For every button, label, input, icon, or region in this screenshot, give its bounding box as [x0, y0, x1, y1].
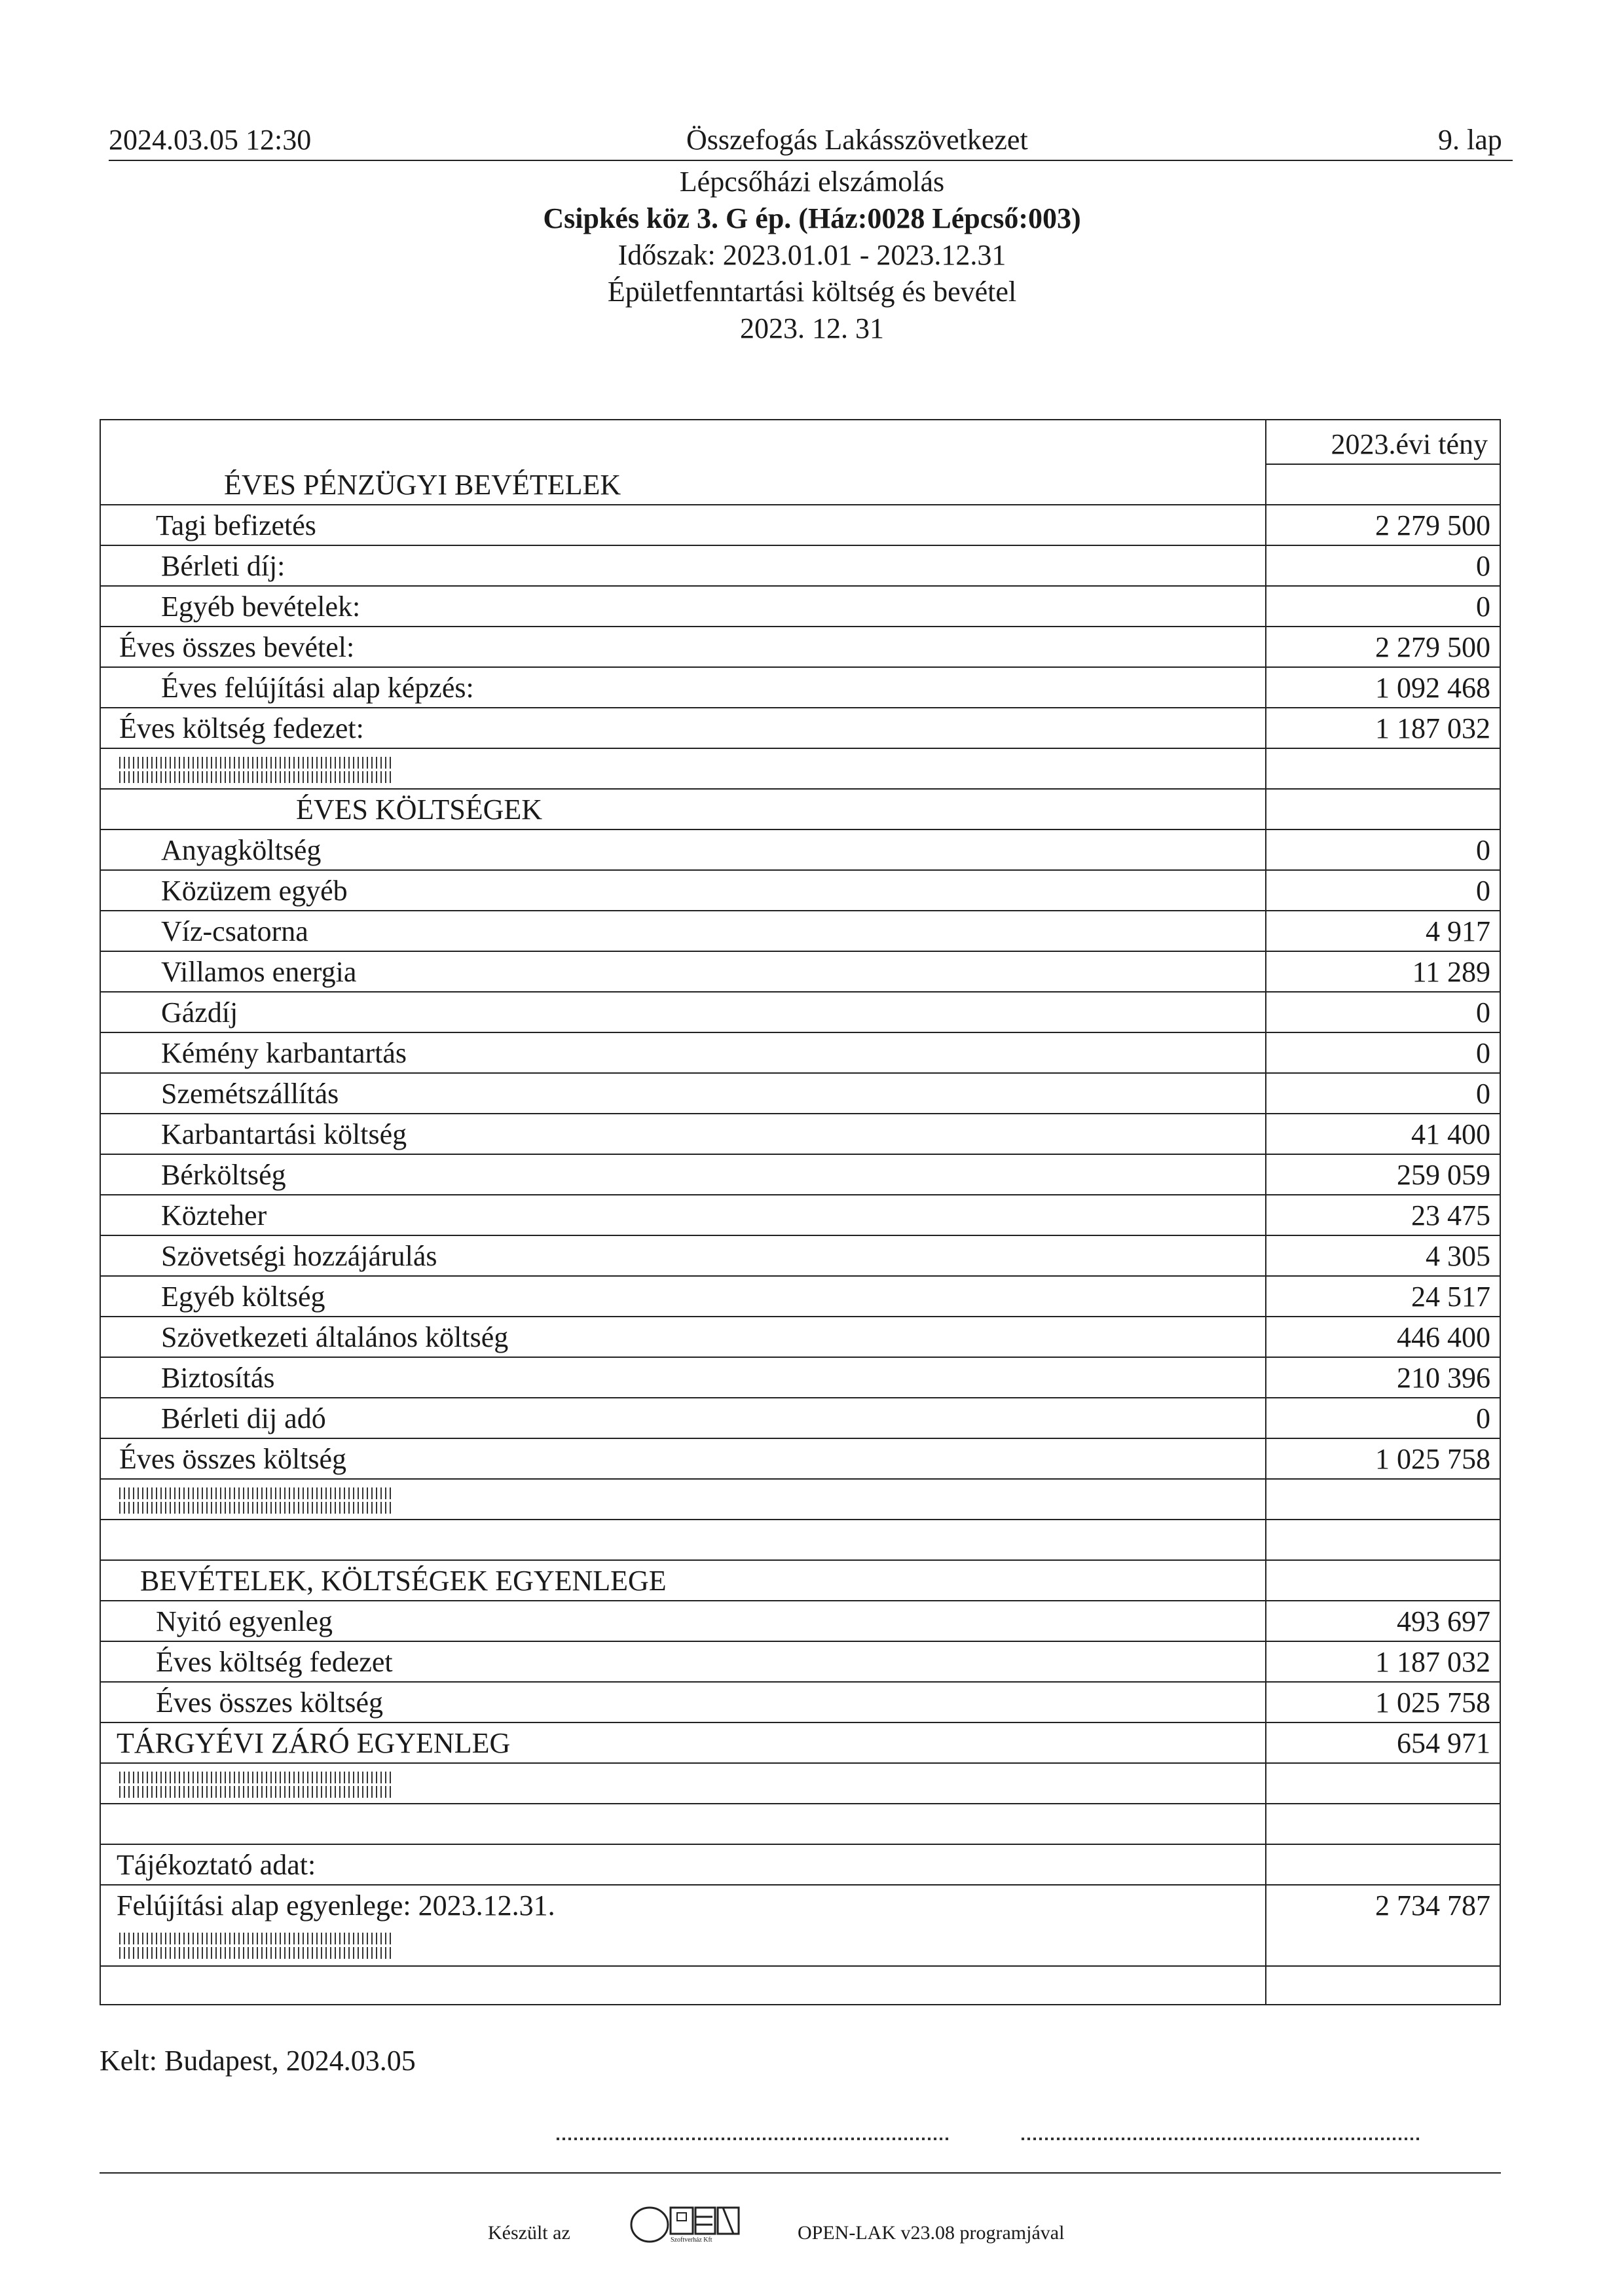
table-row [100, 830, 1501, 871]
row-value: 210 396 [1397, 1362, 1490, 1394]
table-row [100, 546, 1501, 587]
program-name: OPEN-LAK v23.08 programjával [798, 2222, 1065, 2244]
organization-name: Összefogás Lakásszövetkezet [686, 124, 1028, 156]
table-row [100, 1074, 1501, 1114]
separator-ticks [119, 1487, 394, 1514]
row-value: 654 971 [1397, 1727, 1490, 1759]
row-value: 41 400 [1411, 1118, 1490, 1150]
balance-heading: BEVÉTELEK, KÖLTSÉGEK EGYENLEGE [140, 1565, 667, 1597]
empty-row [100, 1804, 1501, 1845]
row-value: 0 [1476, 550, 1490, 582]
separator-row [100, 1480, 1501, 1520]
closing-balance-row [100, 1723, 1501, 1764]
row-label: Éves költség fedezet [156, 1646, 393, 1678]
row-label: Közteher [161, 1199, 267, 1231]
table-row [100, 1683, 1501, 1723]
row-label: Szövetkezeti általános költség [161, 1321, 509, 1353]
made-with-label: Készült az [488, 2222, 570, 2244]
row-label: Közüzem egyéb [161, 875, 348, 907]
table-row [100, 1601, 1501, 1642]
table-row [100, 871, 1501, 911]
row-label: TÁRGYÉVI ZÁRÓ EGYENLEG [117, 1727, 511, 1759]
row-label: Bérköltség [161, 1159, 286, 1191]
open-logo-subtext: Szoftverház Kft [671, 2236, 712, 2244]
row-label: Bérleti dij adó [161, 1402, 326, 1434]
row-label: Éves összes bevétel: [119, 631, 355, 663]
table-row [100, 1155, 1501, 1195]
row-value: 4 305 [1426, 1240, 1490, 1272]
table-row [100, 911, 1501, 952]
row-label: Anyagköltség [161, 834, 322, 866]
table-row [100, 1195, 1501, 1236]
open-logo [627, 2204, 743, 2250]
row-value: 11 289 [1412, 956, 1490, 988]
row-value: 1 187 032 [1375, 1646, 1490, 1678]
row-value: 1 092 468 [1375, 672, 1490, 704]
row-label: Egyéb bevételek: [161, 591, 361, 623]
row-label: Biztosítás [161, 1362, 275, 1394]
row-rule [100, 1965, 1501, 1967]
table-row [100, 1033, 1501, 1074]
table-row [100, 1358, 1501, 1398]
table-row [100, 1114, 1501, 1155]
row-label: Szövetségi hozzájárulás [161, 1240, 437, 1272]
balance-heading-row [100, 1561, 1501, 1601]
separator-row [100, 1926, 1501, 1967]
table-row [100, 587, 1501, 627]
row-value: 0 [1476, 1037, 1490, 1069]
row-value: 1 025 758 [1375, 1443, 1490, 1475]
footer-rule [100, 2172, 1501, 2174]
row-label: Kémény karbantartás [161, 1037, 407, 1069]
row-label: Víz-csatorna [161, 915, 308, 947]
empty-row [100, 1520, 1501, 1561]
info-heading: Tájékoztató adat: [117, 1849, 316, 1881]
print-datetime: 2024.03.05 12:30 [109, 124, 312, 156]
table-bottom-border [100, 2004, 1501, 2005]
row-value: 0 [1476, 875, 1490, 907]
column-header-row [100, 419, 1501, 465]
row-value: 23 475 [1411, 1199, 1490, 1231]
costs-heading: ÉVES KÖLTSÉGEK [296, 793, 543, 826]
header-rule [109, 160, 1513, 161]
row-label: Villamos energia [161, 956, 357, 988]
row-label: Éves összes költség [119, 1443, 347, 1475]
row-value: 4 917 [1426, 915, 1490, 947]
info-heading-row [100, 1845, 1501, 1886]
row-value: 1 187 032 [1375, 712, 1490, 744]
row-value: 2 279 500 [1375, 631, 1490, 663]
title-address: Csipkés köz 3. G ép. (Ház:0028 Lépcső:003) [543, 202, 1081, 234]
costs-total-row [100, 1439, 1501, 1480]
column-header: 2023.évi tény [1331, 428, 1488, 460]
page-number: 9. lap [1438, 124, 1502, 156]
title-subject: Épületfenntartási költség és bevétel [607, 276, 1017, 308]
table-row [100, 1277, 1501, 1317]
row-label: Gázdíj [161, 996, 238, 1029]
title-settlement: Lépcsőházi elszámolás [679, 166, 945, 198]
place-and-date: Kelt: Budapest, 2024.03.05 [100, 2045, 416, 2077]
row-value: 0 [1476, 834, 1490, 866]
table-row [100, 1236, 1501, 1277]
table-row [100, 1642, 1501, 1683]
row-label: Bérleti díj: [161, 550, 286, 582]
title-date: 2023. 12. 31 [740, 312, 884, 344]
row-label: Éves költség fedezet: [119, 712, 364, 744]
row-value: 0 [1476, 996, 1490, 1029]
title-period: Időszak: 2023.01.01 - 2023.12.31 [618, 239, 1006, 271]
row-value: 259 059 [1397, 1159, 1490, 1191]
row-value: 2 734 787 [1375, 1889, 1490, 1922]
row-value: 1 025 758 [1375, 1686, 1490, 1719]
table-row [100, 708, 1501, 749]
costs-heading-row [100, 790, 1501, 830]
renovation-fund-row [100, 1886, 1501, 1926]
row-value: 446 400 [1397, 1321, 1490, 1353]
row-label: Egyéb költség [161, 1281, 325, 1313]
row-value: 0 [1476, 1402, 1490, 1434]
row-label: Tagi befizetés [156, 509, 316, 541]
separator-ticks [119, 1772, 394, 1798]
table-row [100, 1317, 1501, 1358]
table-row [100, 668, 1501, 708]
row-label: Éves összes költség [156, 1686, 384, 1719]
table-row [100, 952, 1501, 993]
row-value: 0 [1476, 591, 1490, 623]
settlement-table [100, 419, 1501, 2005]
row-value: 493 697 [1397, 1605, 1490, 1637]
row-value: 2 279 500 [1375, 509, 1490, 541]
table-row [100, 627, 1501, 668]
table-row [100, 505, 1501, 546]
row-value: 24 517 [1411, 1281, 1490, 1313]
row-label: Felújítási alap egyenlege: 2023.12.31. [117, 1889, 555, 1922]
separator-ticks [119, 1933, 394, 1959]
row-label: Szemétszállítás [161, 1078, 339, 1110]
table-row [100, 993, 1501, 1033]
row-value: 0 [1476, 1078, 1490, 1110]
separator-row [100, 1764, 1501, 1804]
income-heading-row [100, 465, 1501, 505]
row-label: Nyitó egyenleg [156, 1605, 333, 1637]
income-heading: ÉVES PÉNZÜGYI BEVÉTELEK [224, 469, 621, 501]
signature-line-right [1022, 2138, 1421, 2140]
separator-row [100, 749, 1501, 790]
signature-line-left [557, 2138, 950, 2140]
row-label: Éves felújítási alap képzés: [161, 672, 474, 704]
row-label: Karbantartási költség [161, 1118, 407, 1150]
separator-ticks [119, 757, 394, 783]
table-row [100, 1398, 1501, 1439]
